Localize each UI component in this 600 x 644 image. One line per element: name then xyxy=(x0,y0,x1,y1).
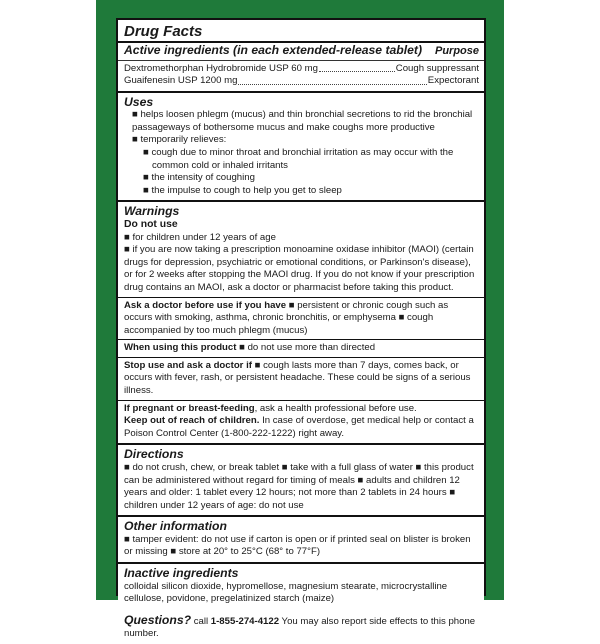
inactive-ingredients-text: colloidal silicon dioxide, hypromellose, magnesium stearate, microcrystalline cellulose, povidone, pregelatinized starch (maize) xyxy=(124,580,448,605)
uses-subitem: ■ cough due to minor throat and bronchial irritation as may occur with the common cold or inhaled irritants xyxy=(143,147,454,171)
warnings-divider xyxy=(118,400,484,401)
dot-leader xyxy=(319,63,395,73)
inactive-ingredients-panel xyxy=(118,564,484,609)
pregnant-body: , ask a health professional before use. xyxy=(254,402,417,414)
uses-subitem: ■ the intensity of coughing xyxy=(143,172,255,184)
ingredient-purpose: Expectorant xyxy=(427,75,479,87)
ask-doctor-body: ■ persistent or chronic cough such as occurs with smoking, asthma, chronic bronchitis, or emphysema ■ cough accompanied by too much phlegm (mucus) xyxy=(124,299,449,336)
uses-subitem: ■ the impulse to cough to help you get to sleep xyxy=(143,184,342,196)
warnings-divider xyxy=(118,357,484,358)
other-info-panel xyxy=(118,517,484,562)
directions-panel xyxy=(118,445,484,515)
other-info-text: ■ tamper evident: do not use if carton is open or if printed seal on blister is broken or missing ■ store at 20° to 25°C (68° to 77°F) xyxy=(124,533,471,558)
warnings-divider xyxy=(118,297,484,298)
other-info-heading: Other information xyxy=(124,519,227,534)
questions-text: You may also report side effects to this phone number. xyxy=(124,615,476,640)
pregnant-text xyxy=(124,403,479,416)
warnings-divider xyxy=(118,339,484,340)
uses-item: ■ temporarily relieves: xyxy=(132,134,227,146)
drug-facts-title: Drug Facts xyxy=(124,23,203,40)
ingredient-purpose: Cough suppressant xyxy=(395,62,479,74)
stop-use-heading: Stop use and ask a doctor if xyxy=(124,359,252,371)
ingredient-name: Dextromethorphan Hydrobromide USP 60 mg xyxy=(124,62,318,74)
directions-heading: Directions xyxy=(124,447,184,462)
drug-facts-header-panel xyxy=(118,20,484,91)
ingredient-name: Guaifenesin USP 1200 mg xyxy=(124,75,238,87)
questions-phone: 1-855-274-4122 xyxy=(210,615,280,627)
warnings-heading: Warnings xyxy=(124,204,180,219)
ask-doctor-heading: Ask a doctor before use if you have xyxy=(124,299,287,311)
pregnant-heading: If pregnant or breast-feeding xyxy=(124,402,255,414)
questions-heading: Questions? xyxy=(124,612,192,627)
active-divider xyxy=(118,60,484,61)
drug-facts-label xyxy=(116,18,486,640)
when-using-heading: When using this product xyxy=(124,342,237,354)
do-not-use-item: ■ if you are now taking a prescription monoamine oxidase inhibitor (MAOI) (certain drugs for depression, psychiatric or emotional conditions, or Parkinson's disease), or for 2 weeks after stopping the MAOI drug. If you do not know if your prescription drug contains an MAOI, ask a doctor or pharmacist before taking this product. xyxy=(124,244,475,293)
uses-heading: Uses xyxy=(124,94,154,109)
keep-out-body: In case of overdose, get medical help or contact a Poison Control Center (1-800-222-1222) right away. xyxy=(124,415,474,439)
uses-panel xyxy=(118,93,484,201)
active-ingredient-row xyxy=(124,63,479,76)
dot-leader xyxy=(238,75,426,85)
do-not-use-item: ■ for children under 12 years of age xyxy=(124,231,276,243)
active-ingredients-heading: Active ingredients (in each extended-release tablet) xyxy=(124,43,423,57)
when-using-body: ■ do not use more than directed xyxy=(236,342,376,354)
keep-out-text xyxy=(124,415,479,440)
inactive-ingredients-heading: Inactive ingredients xyxy=(124,566,239,580)
active-ingredient-row xyxy=(124,75,479,88)
stop-use-body: ■ cough lasts more than 7 days, comes back, or occurs with fever, rash, or persistent headache. These could be signs of a serious illness. xyxy=(124,359,471,397)
when-using-text xyxy=(124,342,479,355)
directions-text: ■ do not crush, chew, or break tablet ■ take with a full glass of water ■ this product can be administered without regard for timing of meals ■ adults and children 12 years and older: 1 tablet every 12 hours; not more than 2 tablets in 24 hours ■ children under 12 years of age: do not use xyxy=(124,461,474,511)
keep-out-heading: Keep out of reach of children. xyxy=(124,415,260,427)
stop-use-text xyxy=(124,360,479,398)
do-not-use-heading: Do not use xyxy=(124,218,178,230)
active-ingredients-heading-row xyxy=(124,44,479,58)
ask-doctor-text xyxy=(124,300,479,338)
purpose-heading: Purpose xyxy=(434,45,479,57)
questions-call: call xyxy=(191,615,211,627)
questions-panel xyxy=(118,611,484,644)
warnings-panel xyxy=(118,202,484,443)
uses-item: ■ helps loosen phlegm (mucus) and thin bronchial secretions to rid the bronchial passageways of bothersome mucus and make coughs more productive xyxy=(132,109,473,133)
